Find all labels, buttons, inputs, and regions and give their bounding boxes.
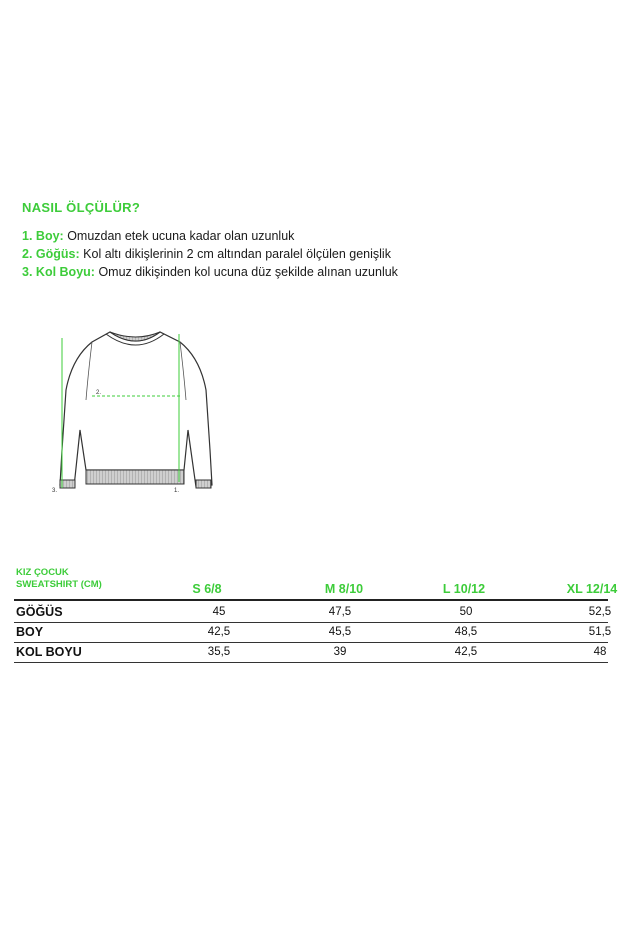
- sweatshirt-outline: [60, 332, 212, 487]
- cell-value: 50: [459, 606, 473, 618]
- step-description: Omuz dikişinden kol ucuna düz şekilde alınan uzunluk: [98, 265, 398, 279]
- marker-2: 2.: [96, 390, 102, 396]
- step-gogus: [22, 245, 398, 263]
- step-boy: [22, 227, 398, 245]
- size-m: M 8/10: [324, 582, 364, 596]
- table-row: [14, 623, 612, 643]
- step-description: Omuzdan etek ucuna kadar olan uzunluk: [67, 229, 295, 243]
- row-label: KOL BOYU: [16, 645, 82, 659]
- table-row: [14, 603, 612, 623]
- step-number: 1.: [22, 229, 33, 243]
- cell-value: 42,5: [207, 626, 231, 638]
- row-label: GÖĞÜS: [16, 605, 63, 619]
- cell-value: 45: [212, 606, 226, 618]
- step-number: 3.: [22, 265, 33, 279]
- cell-value: 47,5: [328, 606, 352, 618]
- table-divider: [14, 599, 608, 601]
- size-xl: XL 12/14: [566, 582, 618, 596]
- step-description: Kol altı dikişlerinin 2 cm altından paralel ölçülen genişlik: [83, 247, 391, 261]
- cell-value: 45,5: [328, 626, 352, 638]
- step-key: Kol Boyu:: [35, 265, 95, 279]
- caption-line-1: KIZ ÇOCUK: [16, 567, 69, 578]
- row-label: BOY: [16, 625, 44, 639]
- cell-value: 48: [593, 646, 607, 658]
- cell-value: 52,5: [588, 606, 612, 618]
- measurement-steps: [22, 227, 398, 281]
- step-number: 2.: [22, 247, 33, 261]
- sweatshirt-diagram: [48, 320, 228, 510]
- step-kol-boyu: [22, 263, 398, 281]
- hem-rib: [86, 470, 184, 484]
- cell-value: 51,5: [588, 626, 612, 638]
- cell-value: 48,5: [454, 626, 478, 638]
- marker-3: 3.: [52, 488, 58, 494]
- size-table-header: [14, 567, 618, 600]
- marker-1: 1.: [174, 488, 180, 494]
- guide-title: NASIL ÖLÇÜLÜR?: [22, 200, 141, 215]
- right-cuff: [196, 480, 211, 488]
- caption-line-2: SWEATSHIRT (CM): [16, 579, 102, 590]
- step-key: Göğüs:: [35, 247, 80, 261]
- table-row: [14, 643, 608, 663]
- size-l: L 10/12: [442, 582, 486, 596]
- step-key: Boy:: [35, 229, 64, 243]
- cell-value: 42,5: [454, 646, 478, 658]
- cell-value: 39: [333, 646, 347, 658]
- cell-value: 35,5: [207, 646, 231, 658]
- size-s: S 6/8: [192, 582, 222, 596]
- size-table: [14, 567, 618, 663]
- table-caption: [16, 567, 102, 591]
